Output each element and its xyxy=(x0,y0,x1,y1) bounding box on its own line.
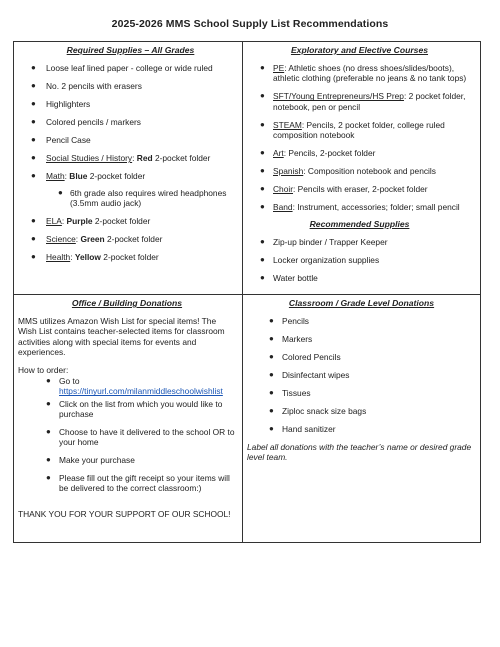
folder-color: Blue xyxy=(69,171,88,182)
list-item: ● Social Studies / History: Red 2-pocket folder xyxy=(31,153,211,164)
list-item: ● Pencil Case xyxy=(31,135,91,146)
list-item: ● Spanish: Composition notebook and pencils xyxy=(260,165,436,176)
course-label: STEAM xyxy=(273,119,302,130)
bullet-icon: ● xyxy=(269,388,274,398)
office-donations-cell xyxy=(14,295,242,544)
bullet-icon: ● xyxy=(46,455,51,465)
bullet-icon: ● xyxy=(269,316,274,326)
course-label: Spanish xyxy=(273,165,304,176)
bullet-icon: ● xyxy=(260,63,265,73)
folder-color: Purple xyxy=(66,216,93,227)
list-item: ● Water bottle xyxy=(260,273,318,284)
bullet-icon: ● xyxy=(260,201,265,211)
exploratory-heading: Exploratory and Elective Courses xyxy=(290,45,429,55)
list-item: ● Art: Pencils, 2-pocket folder xyxy=(260,147,376,158)
subject-label: Health xyxy=(46,252,71,263)
bullet-icon: ● xyxy=(31,153,36,163)
subject-label: Science xyxy=(46,234,76,245)
course-label: SFT/Young Entrepreneurs/HS Prep xyxy=(273,91,404,102)
bullet-icon: ● xyxy=(269,334,274,344)
exploratory-cell xyxy=(243,42,482,294)
bullet-icon: ● xyxy=(46,473,51,483)
classroom-donations-list xyxy=(247,316,476,434)
sub-list-item: ● 6th grade also requires wired headphones (3.5mm audio jack) xyxy=(58,188,227,209)
donation-label-note: Label all donations with the teacher’s name or desired grade level team. xyxy=(247,442,472,463)
required-supplies-list xyxy=(27,63,234,262)
bullet-icon: ● xyxy=(31,234,36,244)
course-label: PE xyxy=(273,63,285,74)
list-item: ● Loose leaf lined paper - college or wide ruled xyxy=(31,63,213,74)
required-supplies-cell xyxy=(14,42,242,294)
supply-table xyxy=(13,41,481,543)
list-item: ● Locker organization supplies xyxy=(260,255,380,266)
list-item: ● Make your purchase xyxy=(46,455,135,466)
bullet-icon: ● xyxy=(260,147,265,157)
page-title: 2025-2026 MMS School Supply List Recommendations xyxy=(111,18,389,30)
bullet-icon: ● xyxy=(31,252,36,262)
bullet-icon: ● xyxy=(46,376,51,386)
bullet-icon: ● xyxy=(269,406,274,416)
bullet-icon: ● xyxy=(260,273,265,283)
bullet-icon: ● xyxy=(46,398,51,408)
recommended-list xyxy=(243,237,476,283)
bullet-icon: ● xyxy=(269,352,274,362)
course-label: Band xyxy=(273,201,293,212)
list-item: ● Colored Pencils xyxy=(269,352,341,363)
subject-label: ELA xyxy=(46,216,62,227)
bullet-icon: ● xyxy=(31,216,36,226)
bullet-icon: ● xyxy=(31,171,36,181)
list-item: ● Go to https://tinyurl.com/milanmiddleschoolwishlist xyxy=(46,376,223,397)
list-item: ● Zip-up binder / Trapper Keeper xyxy=(260,237,388,248)
list-item: ● SFT/Young Entrepreneurs/HS Prep: 2 pocket folder, notebook, pen or pencil xyxy=(260,91,466,112)
list-item: ● Choir: Pencils with eraser, 2-pocket folder xyxy=(260,183,428,194)
office-donations-heading: Office / Building Donations xyxy=(71,298,183,308)
list-item: ● No. 2 pencils with erasers xyxy=(31,81,142,92)
bullet-icon: ● xyxy=(260,91,265,101)
bullet-icon: ● xyxy=(260,183,265,193)
bullet-icon: ● xyxy=(260,237,265,247)
bullet-icon: ● xyxy=(46,426,51,436)
course-label: Choir xyxy=(273,183,294,194)
bullet-icon: ● xyxy=(31,117,36,127)
list-item: ● Science: Green 2-pocket folder xyxy=(31,234,163,245)
exploratory-list xyxy=(243,63,476,212)
list-item: ● Colored pencils / markers xyxy=(31,117,141,128)
classroom-donations-cell xyxy=(243,295,482,544)
list-item: ● Markers xyxy=(269,334,313,345)
bullet-icon: ● xyxy=(31,81,36,91)
bullet-icon: ● xyxy=(58,188,63,198)
list-item: ● Math: Blue 2-pocket folder xyxy=(31,171,146,182)
list-item: ● Please fill out the gift receipt so your items will be delivered to the correct classroom:) xyxy=(46,473,230,494)
bullet-icon: ● xyxy=(31,135,36,145)
wish-list-link[interactable]: https://tinyurl.com/milanmiddleschoolwishlist xyxy=(59,386,223,397)
list-item: ● Click on the list from which you would like to purchase xyxy=(46,398,223,419)
folder-color: Yellow xyxy=(74,252,101,263)
folder-color: Green xyxy=(80,234,105,245)
subject-label: Social Studies / History xyxy=(46,153,133,164)
folder-color: Red xyxy=(136,153,153,164)
list-item: ● Disinfectant wipes xyxy=(269,370,350,381)
list-item: ● Choose to have it delivered to the school OR to your home xyxy=(46,426,235,448)
list-item: ● Ziploc snack size bags xyxy=(269,406,367,417)
list-item: ● PE: Athletic shoes (no dress shoes/slides/boots), athletic clothing (preferable no jeans & no tank tops) xyxy=(260,63,467,84)
wish-list-intro: MMS utilizes Amazon Wish List for special items! The Wish List contains teacher-selected items for classroom activities along with special items for events and experiences. xyxy=(18,316,225,357)
bullet-icon: ● xyxy=(31,63,36,73)
how-to-order-label: How to order: xyxy=(18,365,69,376)
list-item: ● Health: Yellow 2-pocket folder xyxy=(31,252,159,263)
thank-you-text: THANK YOU FOR YOUR SUPPORT OF OUR SCHOOL! xyxy=(18,509,231,520)
required-supplies-heading: Required Supplies – All Grades xyxy=(66,45,195,55)
bullet-icon: ● xyxy=(260,165,265,175)
list-item: ● STEAM: Pencils, 2 pocket folder, college ruled composition notebook xyxy=(260,119,445,140)
recommended-heading: Recommended Supplies xyxy=(309,218,410,229)
bullet-icon: ● xyxy=(31,99,36,109)
list-item: ● Tissues xyxy=(269,388,311,399)
list-item: ● ELA: Purple 2-pocket folder xyxy=(31,216,151,227)
bullet-icon: ● xyxy=(260,119,265,129)
bullet-icon: ● xyxy=(260,255,265,265)
list-item: ● Pencils xyxy=(269,316,309,327)
list-item: ● Band: Instrument, accessories; folder; small pencil xyxy=(260,201,460,212)
list-item: ● Hand sanitizer xyxy=(269,424,336,435)
subject-label: Math xyxy=(46,171,65,182)
bullet-icon: ● xyxy=(269,424,274,434)
list-item: ● Highlighters xyxy=(31,99,91,110)
classroom-donations-heading: Classroom / Grade Level Donations xyxy=(288,298,435,308)
course-label: Art xyxy=(273,147,284,158)
bullet-icon: ● xyxy=(269,370,274,380)
order-steps-list xyxy=(18,376,236,493)
